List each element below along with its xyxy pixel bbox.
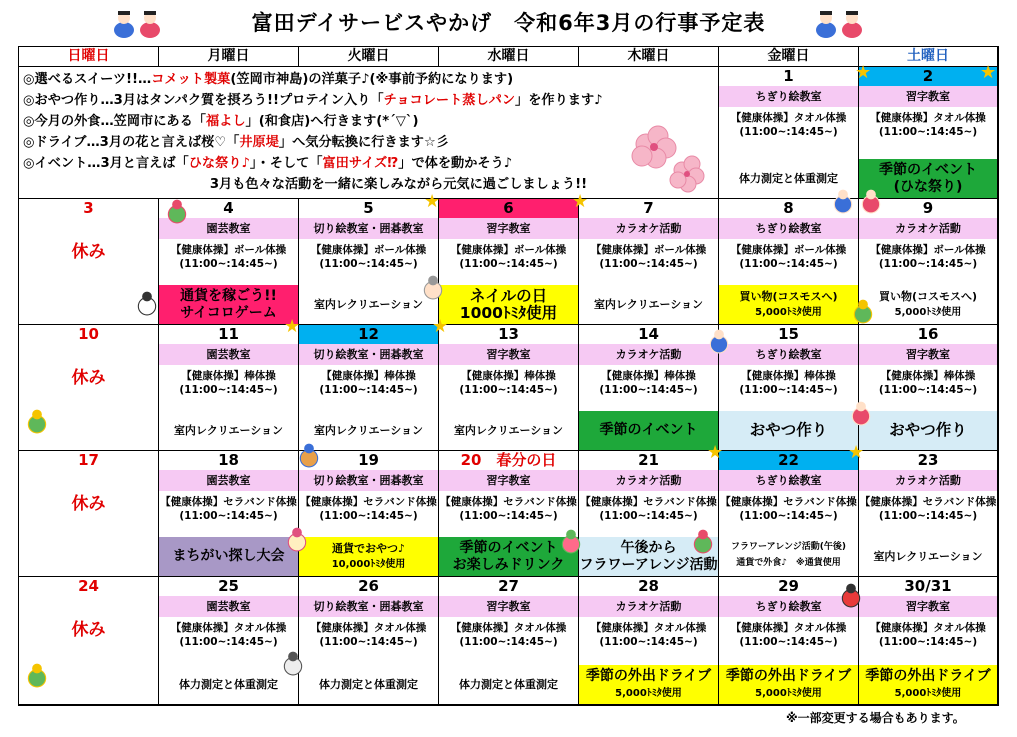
- notice-line: [23, 153, 714, 174]
- day-number: 17: [78, 451, 99, 469]
- club-activity: 園芸教室: [159, 344, 298, 365]
- event-line: 季節のイベント: [879, 161, 977, 178]
- notice-text: ◎選べるスイーツ!!…: [23, 72, 152, 87]
- flower-icon: [24, 662, 50, 688]
- day-cell: [299, 325, 439, 451]
- day-number: 7: [643, 199, 654, 217]
- notice-text: 福よし: [205, 114, 246, 129]
- club-activity: ちぎり絵教室: [719, 344, 858, 365]
- exercise-line: 【健康体操】ボール体操: [450, 244, 567, 256]
- exercise-info: [159, 495, 298, 523]
- event-line: おやつ作り: [749, 421, 828, 439]
- event-box: [719, 285, 858, 324]
- event-line: 室内レクリエーション: [873, 549, 983, 563]
- notice-text: 富田サイズ⁉: [322, 156, 399, 171]
- club-activity: 習字教室: [439, 596, 578, 617]
- event-box: [579, 285, 718, 324]
- weekday-header: 金曜日: [719, 47, 859, 67]
- exercise-line: (11:00~:14:45~): [599, 258, 698, 270]
- club-activity: カラオケ活動: [579, 218, 718, 239]
- star-icon: ★: [424, 191, 441, 212]
- exercise-line: (11:00~:14:45~): [599, 510, 698, 522]
- exercise-info: [719, 369, 858, 397]
- club-activity: ちぎり絵教室: [719, 596, 858, 617]
- flower-icon: [850, 298, 876, 324]
- event-line: (ひな祭り): [893, 178, 963, 195]
- star-icon: ★: [855, 62, 872, 83]
- notice-line: [23, 132, 714, 153]
- hina-doll-icon: [812, 8, 868, 38]
- event-box: [159, 285, 298, 324]
- person-icon: [858, 188, 884, 214]
- flower-icon: [24, 408, 50, 434]
- exercise-line: 【健康体操】タオル体操: [170, 622, 287, 634]
- hina-doll-icon: [110, 8, 166, 38]
- event-line: 体力測定と体重測定: [319, 677, 418, 691]
- notice-text: 」を作ります♪: [515, 93, 603, 108]
- event-line: 体力測定と体重測定: [179, 677, 278, 691]
- exercise-line: 【健康体操】タオル体操: [450, 622, 567, 634]
- exercise-line: 【健康体操】タオル体操: [590, 622, 707, 634]
- day-cell: [579, 199, 719, 325]
- person-icon: [848, 400, 874, 426]
- exercise-line: (11:00~:14:45~): [878, 384, 978, 396]
- exercise-line: (11:00~:14:45~): [878, 510, 978, 522]
- exercise-line: 【健康体操】タオル体操: [730, 112, 847, 124]
- day-cell: [719, 199, 859, 325]
- event-line: 通貨で外食♪ ※通貨使用: [736, 558, 841, 568]
- event-line: フラワーアレンジ活動(午後): [731, 542, 846, 552]
- event-line: サイコロゲーム: [180, 304, 277, 321]
- club-activity: 切り絵教室・囲碁教室: [299, 596, 438, 617]
- event-box: [159, 411, 298, 450]
- star-icon: ★: [980, 62, 997, 83]
- exercise-info: [719, 111, 858, 139]
- day-cell: [859, 451, 998, 577]
- exercise-line: (11:00~:14:45~): [599, 636, 698, 648]
- notice-line: [23, 111, 714, 132]
- notice-text: 」・そして「: [249, 156, 323, 171]
- exercise-line: 【健康体操】ボール体操: [590, 244, 707, 256]
- notice-text: 井原堤: [239, 135, 279, 150]
- notice-text: ◎イベント…3月と言えば「: [23, 156, 189, 171]
- event-line: 通貨を稼ごう!!: [180, 287, 277, 304]
- strawberry-icon: [558, 528, 584, 554]
- exercise-info: [439, 243, 578, 271]
- event-line: 季節の外出ドライブ: [865, 667, 991, 684]
- day-cell: [719, 67, 859, 199]
- event-line: 10,000ﾄﾐﾀ使用: [331, 558, 406, 570]
- club-activity: 習字教室: [439, 470, 578, 491]
- exercise-line: (11:00~:14:45~): [878, 258, 978, 270]
- day-cell: [19, 451, 159, 577]
- notice-text: コメット製菓: [151, 72, 231, 87]
- event-box: [299, 537, 438, 576]
- day-cell: [859, 199, 998, 325]
- event-line: 室内レクリエーション: [173, 423, 284, 437]
- day-number: 4: [223, 199, 234, 217]
- club-activity: カラオケ活動: [859, 470, 997, 491]
- holiday-label: 休み: [71, 494, 106, 514]
- day-number: 20 春分の日: [460, 451, 557, 469]
- event-box: [719, 534, 858, 576]
- club-activity: ちぎり絵教室: [719, 218, 858, 239]
- event-line: 5,000ﾄﾐﾀ使用: [615, 687, 682, 699]
- exercise-line: (11:00~:14:45~): [179, 384, 278, 396]
- day-cell: [159, 451, 299, 577]
- exercise-line: (11:00~:14:45~): [599, 384, 698, 396]
- day-cell: [439, 325, 579, 451]
- exercise-info: [299, 369, 438, 397]
- club-activity: カラオケ活動: [859, 218, 997, 239]
- event-box: [439, 665, 578, 704]
- star-icon: ★: [707, 442, 724, 463]
- club-activity: カラオケ活動: [579, 596, 718, 617]
- star-icon: ★: [848, 442, 865, 463]
- day-cell: [579, 451, 719, 577]
- exercise-info: [859, 243, 997, 271]
- exercise-line: (11:00~:14:45~): [739, 636, 838, 648]
- exercise-line: 【健康体操】棒体操: [880, 370, 976, 382]
- exercise-line: (11:00~:14:45~): [179, 636, 278, 648]
- day-number: 13: [498, 325, 519, 343]
- club-activity: カラオケ活動: [579, 470, 718, 491]
- notice-text: 」(和食店)へ行きます(*´▽`): [245, 114, 419, 129]
- exercise-info: [579, 243, 718, 271]
- exercise-info: [859, 495, 997, 523]
- event-box: [859, 537, 997, 576]
- exercise-info: [439, 621, 578, 649]
- weekday-header: 水曜日: [439, 47, 579, 67]
- day-cell: [719, 451, 859, 577]
- weekday-header: 木曜日: [579, 47, 719, 67]
- exercise-info: [299, 495, 438, 523]
- hand-icon: [420, 274, 446, 300]
- event-line: ネイルの日: [469, 286, 548, 305]
- flower-icon: [164, 198, 190, 224]
- exercise-line: 【健康体操】ボール体操: [310, 244, 427, 256]
- notice-text: ◎ドライブ…3月の花と言えば桜♡「: [23, 135, 240, 150]
- club-activity: 習字教室: [439, 218, 578, 239]
- event-box: [299, 665, 438, 704]
- day-cell: [859, 67, 998, 199]
- exercise-info: [579, 369, 718, 397]
- day-cell: [439, 451, 579, 577]
- paper-icon: [280, 650, 306, 676]
- exercise-line: (11:00~:14:45~): [739, 126, 838, 138]
- exercise-line: (11:00~:14:45~): [459, 258, 558, 270]
- notice-line: [23, 90, 714, 111]
- notice-text: ◎今月の外食…笠岡市にある「: [23, 114, 206, 129]
- exercise-info: [719, 243, 858, 271]
- exercise-line: (11:00~:14:45~): [739, 384, 838, 396]
- exercise-line: (11:00~:14:45~): [878, 126, 978, 138]
- day-cell: [159, 325, 299, 451]
- notice-text: 」で体を動かそう♪: [398, 156, 513, 171]
- event-line: 買い物(コスモスへ): [739, 289, 838, 303]
- event-line: 午後から: [620, 539, 677, 556]
- club-activity: 習字教室: [439, 344, 578, 365]
- sakura-icon: [616, 118, 708, 200]
- day-cell: [719, 325, 859, 451]
- exercise-line: (11:00~:14:45~): [319, 636, 418, 648]
- exercise-info: [719, 621, 858, 649]
- exercise-info: [159, 243, 298, 271]
- day-cell: [579, 325, 719, 451]
- exercise-line: 【健康体操】タオル体操: [730, 622, 847, 634]
- exercise-line: (11:00~:14:45~): [319, 258, 418, 270]
- notice-text: 」へ気分転換に行きます☆彡: [278, 135, 449, 150]
- day-cell: [299, 199, 439, 325]
- event-line: 室内レクリエーション: [313, 423, 424, 437]
- event-line: 5,000ﾄﾐﾀ使用: [894, 687, 962, 699]
- day-number: 27: [498, 577, 519, 595]
- exercise-info: [439, 369, 578, 397]
- event-line: 5,000ﾄﾐﾀ使用: [755, 687, 822, 699]
- day-number: 22: [719, 451, 858, 470]
- exercise-info: [439, 495, 578, 523]
- exercise-line: 【健康体操】タオル体操: [870, 112, 986, 124]
- event-line: 5,000ﾄﾐﾀ使用: [755, 306, 822, 318]
- day-number: 10: [78, 325, 99, 343]
- event-line: 体力測定と体重測定: [739, 171, 838, 185]
- day-number: 21: [638, 451, 659, 469]
- exercise-line: (11:00~:14:45~): [179, 258, 278, 270]
- event-line: 買い物(コスモスへ): [878, 289, 978, 303]
- car-icon: [838, 582, 864, 608]
- day-number: 28: [638, 577, 659, 595]
- event-line: 通貨でおやつ♪: [331, 541, 406, 555]
- event-box: [299, 285, 438, 324]
- exercise-line: 【健康体操】セラバンド体操: [160, 496, 297, 508]
- exercise-line: 【健康体操】セラバンド体操: [859, 496, 997, 508]
- exercise-info: [159, 621, 298, 649]
- exercise-line: (11:00~:14:45~): [319, 510, 418, 522]
- exercise-info: [159, 369, 298, 397]
- club-activity: 切り絵教室・囲碁教室: [299, 470, 438, 491]
- event-line: 体力測定と体重測定: [459, 677, 558, 691]
- star-icon: ★: [432, 316, 449, 337]
- exercise-line: 【健康体操】ボール体操: [870, 244, 986, 256]
- club-activity: 切り絵教室・囲碁教室: [299, 218, 438, 239]
- event-box: [439, 285, 578, 324]
- day-number: 8: [783, 199, 794, 217]
- event-box: [719, 665, 858, 704]
- exercise-line: 【健康体操】セラバンド体操: [720, 496, 857, 508]
- page-title: 富田デイサービスやかげ 令和6年3月の行事予定表: [251, 11, 766, 35]
- day-cell: [439, 577, 579, 705]
- day-number: 12: [299, 325, 438, 344]
- event-box: [859, 411, 997, 450]
- day-number: 5: [363, 199, 374, 217]
- exercise-line: (11:00~:14:45~): [459, 636, 558, 648]
- event-line: まちがい探し大会: [172, 548, 285, 564]
- star-icon: ★: [284, 316, 301, 337]
- day-cell: [299, 451, 439, 577]
- day-cell: [159, 577, 299, 705]
- exercise-line: 【健康体操】タオル体操: [870, 622, 986, 634]
- event-box: [719, 411, 858, 450]
- exercise-info: [579, 495, 718, 523]
- holiday-label: 休み: [71, 368, 106, 388]
- notice-text: (笠岡市神島)の洋菓子♪(※事前予約になります): [230, 72, 514, 87]
- exercise-line: 【健康体操】棒体操: [181, 370, 276, 382]
- day-number: 16: [917, 325, 939, 343]
- flower-icon: [690, 528, 716, 554]
- event-line: 5,000ﾄﾐﾀ使用: [894, 306, 962, 318]
- runner-icon: [706, 328, 732, 354]
- exercise-line: (11:00~:14:45~): [739, 258, 838, 270]
- weekday-header: 火曜日: [299, 47, 439, 67]
- club-activity: 園芸教室: [159, 596, 298, 617]
- exercise-info: [859, 369, 997, 397]
- event-box: [859, 285, 997, 324]
- day-number: 14: [638, 325, 659, 343]
- exercise-info: [299, 621, 438, 649]
- star-icon: ★: [572, 191, 589, 212]
- day-number: 3: [83, 199, 94, 217]
- day-number: 2: [859, 67, 997, 86]
- exercise-line: (11:00~:14:45~): [319, 384, 418, 396]
- event-line: 室内レクリエーション: [453, 423, 564, 437]
- event-line: 室内レクリエーション: [593, 297, 704, 311]
- day-number: 30/31: [904, 577, 952, 595]
- event-box: [159, 665, 298, 704]
- club-activity: 園芸教室: [159, 470, 298, 491]
- event-box: [579, 665, 718, 704]
- exercise-info: [859, 111, 997, 139]
- notice-text: ◎おやつ作り…3月はタンパク質を摂ろう!!プロテイン入り「: [23, 93, 384, 108]
- club-activity: ちぎり絵教室: [719, 470, 858, 491]
- event-line: 室内レクリエーション: [313, 297, 424, 311]
- club-activity: 習字教室: [859, 86, 997, 107]
- exercise-line: 【健康体操】棒体操: [321, 370, 416, 382]
- weekday-header: 日曜日: [19, 47, 159, 67]
- event-line: 季節の外出ドライブ: [585, 667, 712, 684]
- club-activity: ちぎり絵教室: [719, 86, 858, 107]
- exercise-line: (11:00~:14:45~): [459, 384, 558, 396]
- exercise-line: 【健康体操】棒体操: [601, 370, 696, 382]
- club-activity: 習字教室: [859, 344, 997, 365]
- exercise-line: (11:00~:14:45~): [179, 510, 278, 522]
- notice-text: チョコレート蒸しパン: [383, 93, 516, 108]
- cake-icon: [284, 526, 310, 552]
- day-number: 15: [778, 325, 799, 343]
- event-line: 季節の外出ドライブ: [725, 667, 852, 684]
- day-number: 19: [358, 451, 379, 469]
- notice-line: [23, 69, 714, 90]
- exercise-info: [859, 621, 997, 649]
- event-box: [859, 665, 997, 704]
- day-cell: [859, 325, 998, 451]
- day-number: 29: [778, 577, 799, 595]
- day-cell: [439, 199, 579, 325]
- person-icon: [296, 442, 322, 468]
- day-number: 24: [78, 577, 99, 595]
- event-line: お楽しみドリンク: [452, 556, 565, 573]
- exercise-line: 【健康体操】ボール体操: [170, 244, 287, 256]
- day-cell: [299, 577, 439, 705]
- footnote: ※一部変更する場合もあります。: [786, 711, 965, 725]
- day-number: 18: [218, 451, 239, 469]
- event-line: おやつ作り: [889, 421, 967, 439]
- exercise-line: 【健康体操】棒体操: [741, 370, 836, 382]
- event-box: [579, 411, 718, 450]
- day-number: 26: [358, 577, 379, 595]
- exercise-line: (11:00~:14:45~): [878, 636, 978, 648]
- exercise-line: (11:00~:14:45~): [739, 510, 838, 522]
- exercise-line: (11:00~:14:45~): [459, 510, 558, 522]
- weekday-header: 土曜日: [859, 47, 998, 67]
- event-line: 季節のイベント: [599, 422, 698, 438]
- notice-closing: 3月も色々な活動を一緒に楽しみながら元気に過ごしましょう!!: [209, 177, 588, 192]
- day-number: 6: [439, 199, 578, 218]
- exercise-line: 【健康体操】ボール体操: [730, 244, 847, 256]
- event-box: [439, 411, 578, 450]
- day-number: 1: [783, 67, 794, 85]
- day-number: 23: [917, 451, 939, 469]
- club-activity: 習字教室: [859, 596, 997, 617]
- day-number: 11: [218, 325, 239, 343]
- exercise-info: [579, 621, 718, 649]
- exercise-line: 【健康体操】セラバンド体操: [440, 496, 577, 508]
- exercise-info: [719, 495, 858, 523]
- person-icon: [830, 188, 856, 214]
- weekday-header: 月曜日: [159, 47, 299, 67]
- day-number: 25: [218, 577, 239, 595]
- club-activity: カラオケ活動: [579, 344, 718, 365]
- day-cell: [859, 577, 998, 705]
- holiday-label: 休み: [71, 242, 106, 262]
- day-cell: [579, 577, 719, 705]
- exercise-line: 【健康体操】セラバンド体操: [580, 496, 717, 508]
- event-box: [159, 537, 298, 576]
- club-activity: 園芸教室: [159, 218, 298, 239]
- event-line: フラワーアレンジ活動: [579, 556, 718, 573]
- exercise-line: 【健康体操】タオル体操: [310, 622, 427, 634]
- event-line: 季節のイベント: [459, 539, 558, 556]
- notice-text: ひな祭り♪: [188, 156, 250, 171]
- event-line: 1000ﾄﾐﾀ使用: [459, 303, 558, 322]
- exercise-info: [299, 243, 438, 271]
- holiday-label: 休み: [71, 620, 106, 640]
- exercise-line: 【健康体操】棒体操: [461, 370, 556, 382]
- dice-icon: [134, 290, 160, 316]
- notice-box: [19, 67, 719, 199]
- day-number: 9: [922, 199, 934, 217]
- club-activity: 切り絵教室・囲碁教室: [299, 344, 438, 365]
- exercise-line: 【健康体操】セラバンド体操: [300, 496, 437, 508]
